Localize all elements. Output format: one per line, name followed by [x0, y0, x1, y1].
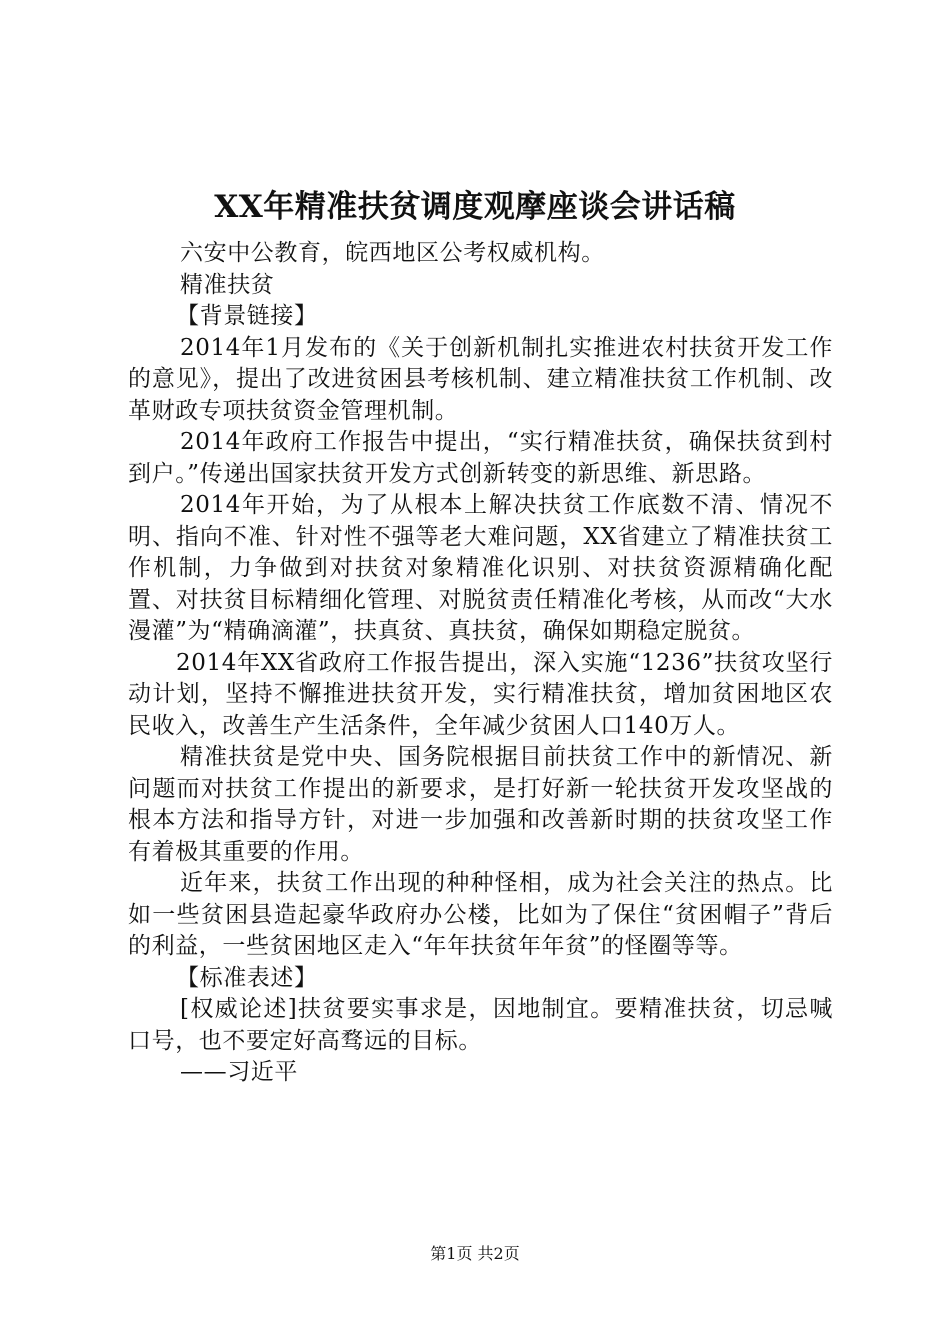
page-footer: 第1页 共2页 [430, 1244, 520, 1263]
section-heading-standard: 【标准表述】 [176, 964, 318, 991]
section-heading-background: 【背景链接】 [176, 303, 318, 329]
body-paragraph: 2014年开始，为了从根本上解决扶贫工作底数不清、情况不明、指向不准、针对性不强等老大难问题，XX省建立了精准扶贫工作机制，力争做到对扶贫对象精准化识别、对扶贫资源精确化配置、对扶贫目标精细化管理、对脱贫责任精准化考核，从而改“大水漫灌”为“精确滴灌”，扶真贫、真扶贫，确保如期稳定脱贫。 [128, 492, 833, 644]
document-body [128, 238, 833, 1089]
body-paragraph: 2014年XX省政府工作报告提出，深入实施“1236”扶贫攻坚行动计划，坚持不懈推进扶贫开发，实行精准扶贫，增加贫困地区农民收入，改善生产生活条件，全年减少贫困人口140万人。 [128, 649, 833, 739]
body-paragraph: 2014年1月发布的《关于创新机制扎实推进农村扶贫开发工作的意见》，提出了改进贫困县考核机制、建立精准扶贫工作机制、改革财政专项扶贫资金管理机制。 [128, 334, 833, 424]
body-paragraph: 2014年政府工作报告中提出，“实行精准扶贫，确保扶贫到村到户。”传递出国家扶贫开发方式创新转变的新思维、新思路。 [128, 429, 833, 487]
document-title: XX年精准扶贫调度观摩座谈会讲话稿 [214, 189, 736, 225]
body-paragraph: 精准扶贫是党中央、国务院根据目前扶贫工作中的新情况、新问题而对扶贫工作提出的新要求，是打好新一轮扶贫开发攻坚战的根本方法和指导方针，对进一步加强和改善新时期的扶贫攻坚工作有着极其重要的作用。 [128, 744, 833, 865]
intro-line: 六安中公教育，皖西地区公考权威机构。 [180, 240, 605, 266]
quote-paragraph: [权威论述]扶贫要实事求是，因地制宜。要精准扶贫，切忌喊口号，也不要定好高骛远的目标。 [128, 996, 833, 1054]
quote-attribution: ——习近平 [180, 1059, 298, 1085]
topic-heading: 精准扶贫 [180, 271, 275, 298]
body-paragraph: 近年来，扶贫工作出现的种种怪相，成为社会关注的热点。比如一些贫困县造起豪华政府办公楼，比如为了保住“贫困帽子”背后的利益，一些贫困地区走入“年年扶贫年年贫”的怪圈等等。 [128, 870, 833, 959]
